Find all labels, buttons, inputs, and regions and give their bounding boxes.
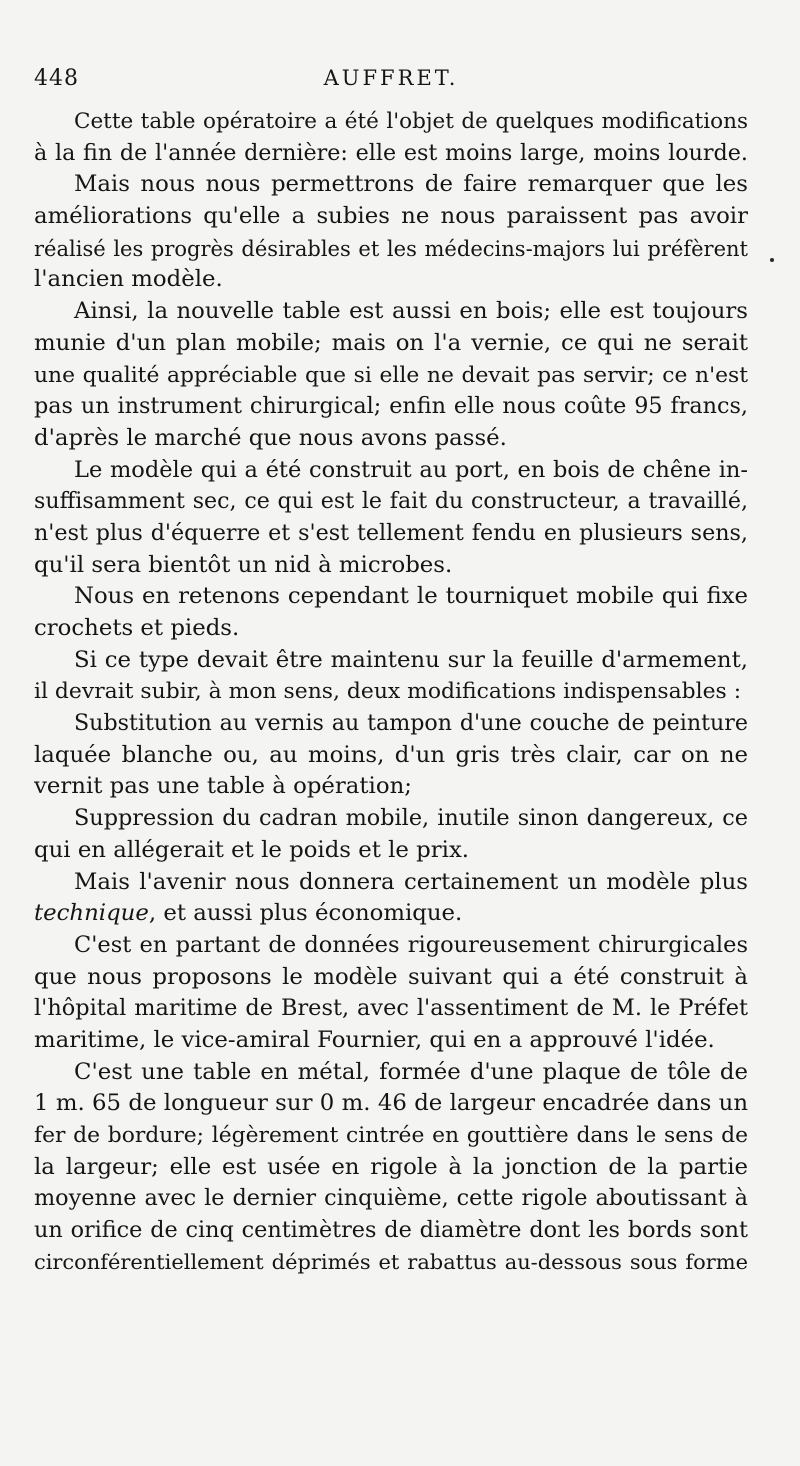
text-line: C'est en partant de données rigoureusement chirurgicales <box>74 931 748 958</box>
text-line: un orifice de cinq centimètres de diamètre dont les bords sont <box>34 1217 748 1244</box>
text-line: fer de bordure; légèrement cintrée en gouttière dans le sens de <box>34 1123 748 1148</box>
text-line: moyenne avec le dernier cinquième, cette rigole aboutissant à <box>34 1185 748 1212</box>
text-line: l'hôpital maritime de Brest, avec l'assentiment de M. le Préfet <box>34 995 748 1022</box>
running-head: AUFFRET. <box>323 66 459 90</box>
text-line: circonférentiellement déprimés et rabattus au-dessous sous forme <box>34 1249 748 1274</box>
text-line: à la fin de l'année dernière: elle est moins large, moins lourde. <box>34 139 748 166</box>
text-line: n'est plus d'équerre et s'est tellement fendu en plusieurs sens, <box>34 519 748 546</box>
text-line: Cette table opératoire a été l'objet de quelques modifications <box>74 109 748 134</box>
text-line: réalisé les progrès désirables et les médecins-majors lui préfèrent <box>34 235 748 261</box>
text-line: pas un instrument chirurgical; enfin elle nous coûte 95 francs, <box>34 393 748 420</box>
text-line: maritime, le vice-amiral Fournier, qui en a approuvé l'idée. <box>34 1026 715 1053</box>
page-header <box>34 66 748 102</box>
italic-word: technique <box>34 900 149 927</box>
text-line: l'ancien modèle. <box>34 266 223 293</box>
text-line: suffisamment sec, ce qui est le fait du constructeur, a travaillé, <box>34 488 748 515</box>
text-line: Suppression du cadran mobile, inutile sinon dangereux, ce <box>74 805 748 832</box>
page-number: 448 <box>34 66 79 91</box>
text-line: il devrait subir, à mon sens, deux modifications indispensables : <box>34 679 742 705</box>
text-line: qu'il sera bientôt un nid à microbes. <box>34 551 453 578</box>
text-line: améliorations qu'elle a subies ne nous paraissent pas avoir <box>34 203 748 230</box>
text-line: d'après le marché que nous avons passé. <box>34 424 507 451</box>
body-text <box>34 106 748 1278</box>
text-line: crochets et pieds. <box>34 615 240 641</box>
text-line: Ainsi, la nouvelle table est aussi en bois; elle est toujours <box>74 298 748 325</box>
text-line: munie d'un plan mobile; mais on l'a vernie, ce qui ne serait <box>34 329 748 356</box>
text-line: une qualité appréciable que si elle ne devait pas servir; ce n'est <box>34 362 748 388</box>
text-line: C'est une table en métal, formée d'une plaque de tôle de <box>74 1058 748 1085</box>
text-line: technique, et aussi plus économique. <box>34 900 463 927</box>
text-line: Si ce type devait être maintenu sur la feuille d'armement, <box>74 646 748 673</box>
text-line: que nous proposons le modèle suivant qui a été construit à <box>34 963 748 990</box>
text-line: Le modèle qui a été construit au port, en bois de chêne in- <box>74 456 748 483</box>
text-line: vernit pas une table à opération; <box>34 773 412 800</box>
text-line: qui en allégerait et le poids et le prix. <box>34 836 470 863</box>
text-line: la largeur; elle est usée en rigole à la jonction de la partie <box>34 1153 748 1180</box>
text-line: Substitution au vernis au tampon d'une couche de peinture <box>74 710 748 737</box>
ink-speck <box>770 258 774 262</box>
text-line: 1 m. 65 de longueur sur 0 m. 46 de largeur encadrée dans un <box>34 1090 748 1117</box>
text-line: Mais nous nous permettrons de faire remarquer que les <box>74 171 748 198</box>
text-line: Mais l'avenir nous donnera certainement un modèle plus <box>74 868 748 895</box>
text-line: Nous en retenons cependant le tourniquet mobile qui fixe <box>74 583 748 610</box>
text-line: laquée blanche ou, au moins, d'un gris très clair, car on ne <box>34 741 748 768</box>
